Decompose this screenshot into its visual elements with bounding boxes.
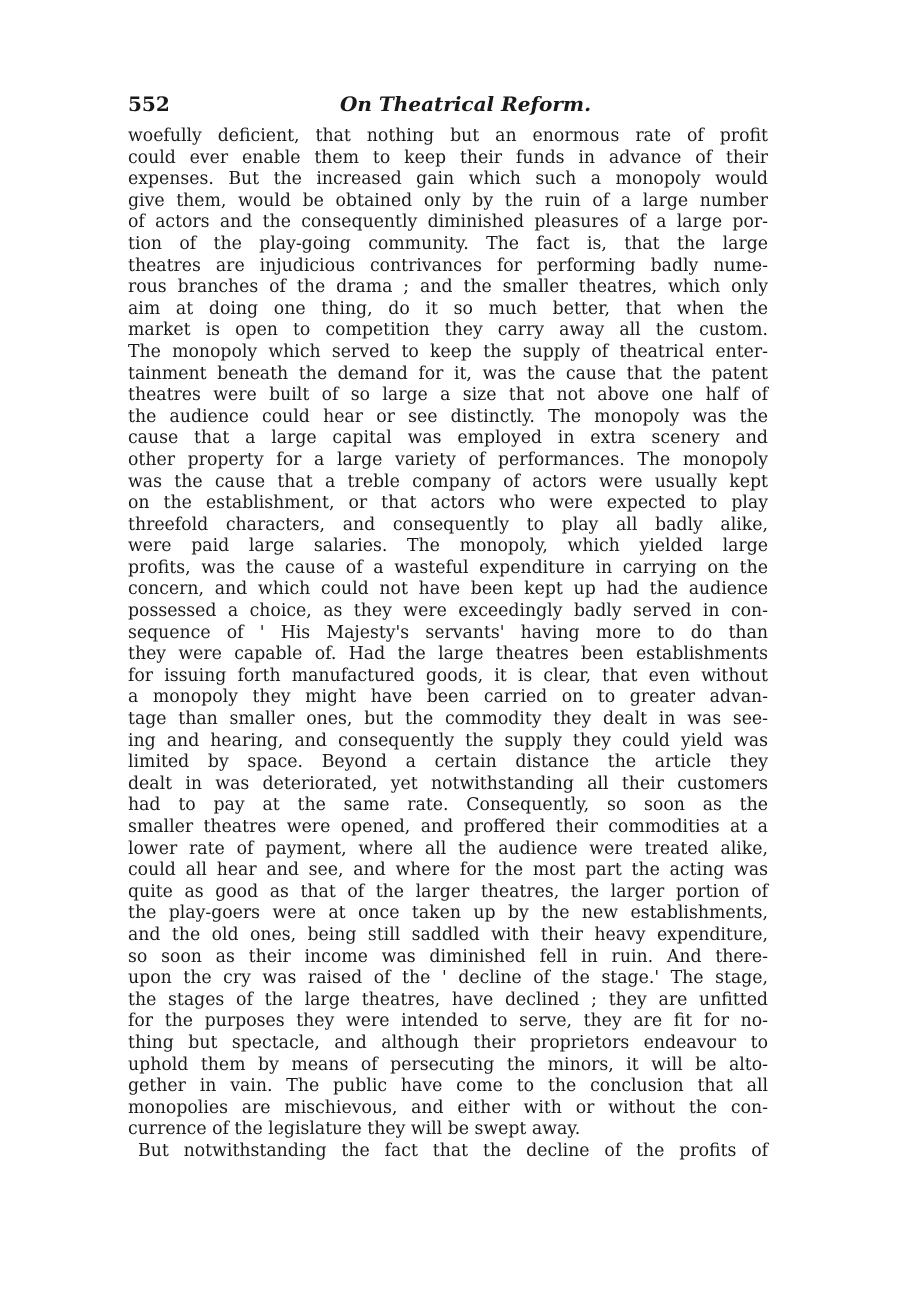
text-line: expenses. But the increased gain which such a monopoly would [128,169,768,190]
text-line: lower rate of payment, where all the audience were treated alike, [128,838,768,859]
text-line: the audience could hear or see distinctly. The monopoly was the [128,406,768,427]
text-line: could all hear and see, and where for the most part the acting was [128,860,768,881]
text-line: tage than smaller ones, but the commodity they dealt in was see- [128,709,768,730]
text-line: aim at doing one thing, do it so much better, that when the [128,298,768,319]
text-line: the play-goers were at once taken up by the new establishments, [128,903,768,924]
text-line: smaller theatres were opened, and proffered their commodities at a [128,817,768,837]
text-line: had to pay at the same rate. Consequently, so soon as the [128,795,768,816]
text-line: gether in vain. The public have come to the conclusion that all [128,1076,768,1097]
text-line: could ever enable them to keep their funds in advance of their [128,147,768,168]
text-line: for the purposes they were intended to serve, they are fit for no- [128,1011,768,1032]
text-line: woefully deficient, that nothing but an enormous rate of profit [128,126,768,146]
text-line: for issuing forth manufactured goods, it is clear, that even without [128,665,768,686]
text-line: theatres were built of so large a size that not above one half of [128,385,768,406]
text-line: dealt in was deteriorated, yet notwithstanding all their customers [128,773,768,794]
text-line: cause that a large capital was employed in extra scenery and [128,428,768,449]
text-line: profits, was the cause of a wasteful expenditure in carrying on the [128,557,768,578]
text-line: other property for a large variety of performances. The monopoly [128,449,768,470]
text-line: upon the cry was raised of the ' decline of the stage.' The stage, [128,968,768,989]
text-line: rous branches of the drama ; and the smaller theatres, which only [128,277,768,298]
running-title: On Theatrical Reform. [340,92,592,116]
text-line: was the cause that a treble company of actors were usually kept [128,471,768,492]
text-line: threefold characters, and consequently to play all badly alike, [128,514,768,535]
text-line: sequence of ' His Majesty's servants' having more to do than [128,622,768,643]
text-line-paragraph-start: But notwithstanding the fact that the decline of the profits of [138,1140,768,1161]
text-line: a monopoly they might have been carried on to greater advan- [128,687,768,708]
text-line: concern, and which could not have been kept up had the audience [128,579,768,600]
text-line: market is open to competition they carry away all the custom. [128,320,768,341]
text-line: The monopoly which served to keep the supply of theatrical enter- [128,341,768,362]
text-line: and the old ones, being still saddled with their heavy expenditure, [128,924,768,945]
page-number: 552 [128,92,170,116]
text-line: on the establishment, or that actors who were expected to play [128,493,768,514]
text-line: so soon as their income was diminished fell in ruin. And there- [128,946,768,967]
text-line: limited by space. Beyond a certain distance the article they [128,752,768,773]
text-line: were paid large salaries. The monopoly, which yielded large [128,536,768,557]
page-header [128,92,768,120]
text-line: uphold them by means of persecuting the minors, it will be alto- [128,1054,768,1075]
body-text [128,126,768,1163]
text-line-paragraph-end: currence of the legislature they will be swept away. [128,1119,581,1140]
text-line: theatres are injudicious contrivances for performing badly nume- [128,255,768,276]
text-line: the stages of the large theatres, have declined ; they are unfitted [128,989,768,1010]
text-line: quite as good as that of the larger theatres, the larger portion of [128,881,768,902]
text-line: monopolies are mischievous, and either with or without the con- [128,1097,768,1118]
text-line: they were capable of. Had the large theatres been establishments [128,644,768,665]
text-line: possessed a choice, as they were exceedingly badly served in con- [128,601,768,622]
text-line: thing but spectacle, and although their proprietors endeavour to [128,1032,768,1053]
text-line: of actors and the consequently diminished pleasures of a large por- [128,212,768,233]
text-line: ing and hearing, and consequently the supply they could yield was [128,730,768,751]
text-line: give them, would be obtained only by the ruin of a large number [128,190,768,211]
text-line: tainment beneath the demand for it, was the cause that the patent [128,363,768,384]
text-line: tion of the play-going community. The fact is, that the large [128,233,768,254]
